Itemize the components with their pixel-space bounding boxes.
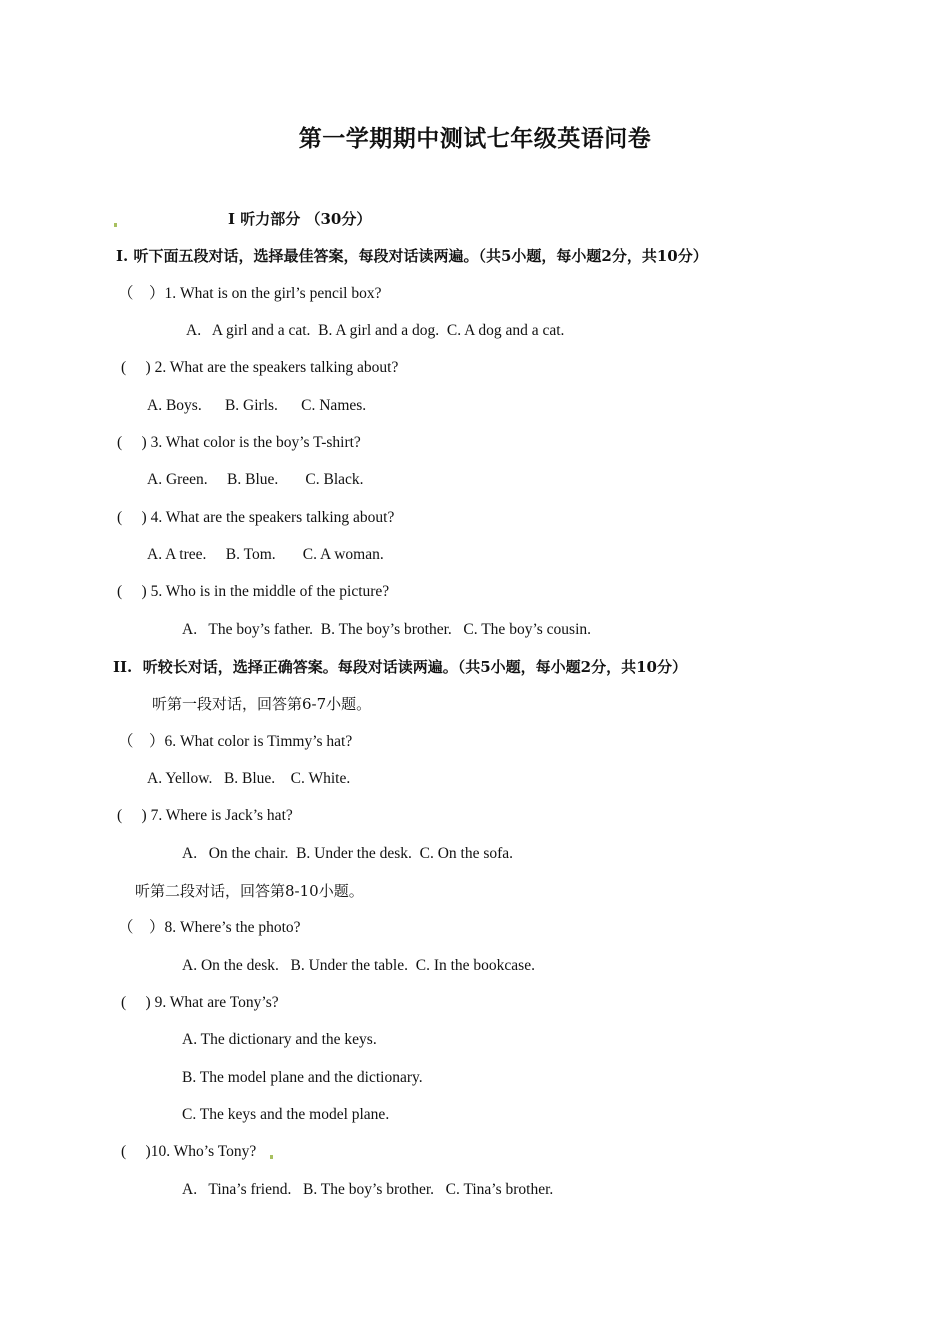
question-1-options: A. A girl and a cat. B. A girl and a dog. C. A dog and a cat.: [186, 322, 565, 339]
question-8: （ ）8. Where’s the photo?: [118, 919, 301, 936]
section2-instruction: II. 听较长对话，选择正确答案。每段对话读两遍。（共5小题，每小题2分，共10分）: [113, 658, 687, 676]
question-7-options: A. On the chair. B. Under the desk. C. On the sofa.: [182, 845, 514, 862]
part-heading: Ⅰ 听力部分 （30分）: [228, 210, 372, 228]
document-title: 第一学期期中测试七年级英语问卷: [298, 126, 652, 152]
section1-instruction: Ⅰ. 听下面五段对话，选择最佳答案，每段对话读两遍。（共5小题，每小题2分，共10分）: [116, 247, 708, 265]
question-4-options: A. A tree. B. Tom. C. A woman.: [147, 546, 384, 563]
question-8-options: A. On the desk. B. Under the table. C. In the bookcase.: [182, 957, 535, 974]
question-4: ( ) 4. What are the speakers talking about?: [117, 509, 395, 526]
question-7: ( ) 7. Where is Jack’s hat?: [117, 807, 293, 824]
question-10-options: A. Tina’s friend. B. The boy’s brother. C. Tina’s brother.: [182, 1181, 554, 1198]
question-5: ( ) 5. Who is in the middle of the picture?: [117, 583, 390, 600]
question-3-options: A. Green. B. Blue. C. Black.: [147, 471, 364, 488]
question-5-options: A. The boy’s father. B. The boy’s brother. C. The boy’s cousin.: [182, 621, 591, 638]
question-2: ( ) 2. What are the speakers talking about?: [121, 359, 399, 376]
question-2-options: A. Boys. B. Girls. C. Names.: [147, 397, 367, 414]
question-3: ( ) 3. What color is the boy’s T-shirt?: [117, 434, 361, 451]
question-10: ( )10. Who’s Tony?: [121, 1143, 257, 1160]
question-6-options: A. Yellow. B. Blue. C. White.: [147, 770, 351, 787]
dialog1-note: 听第一段对话，回答第6-7小题。: [152, 695, 372, 713]
question-1: （ ）1. What is on the girl’s pencil box?: [118, 285, 382, 302]
question-9-option-a: A. The dictionary and the keys.: [182, 1031, 377, 1048]
question-9-option-b: B. The model plane and the dictionary.: [182, 1069, 423, 1086]
question-6: （ ）6. What color is Timmy’s hat?: [118, 733, 353, 750]
question-9-option-c: C. The keys and the model plane.: [182, 1106, 390, 1123]
speck-mark: [114, 223, 117, 227]
question-9: ( ) 9. What are Tony’s?: [121, 994, 279, 1011]
dialog2-note: 听第二段对话，回答第8-10小题。: [135, 882, 364, 900]
speck-mark: [270, 1155, 273, 1159]
